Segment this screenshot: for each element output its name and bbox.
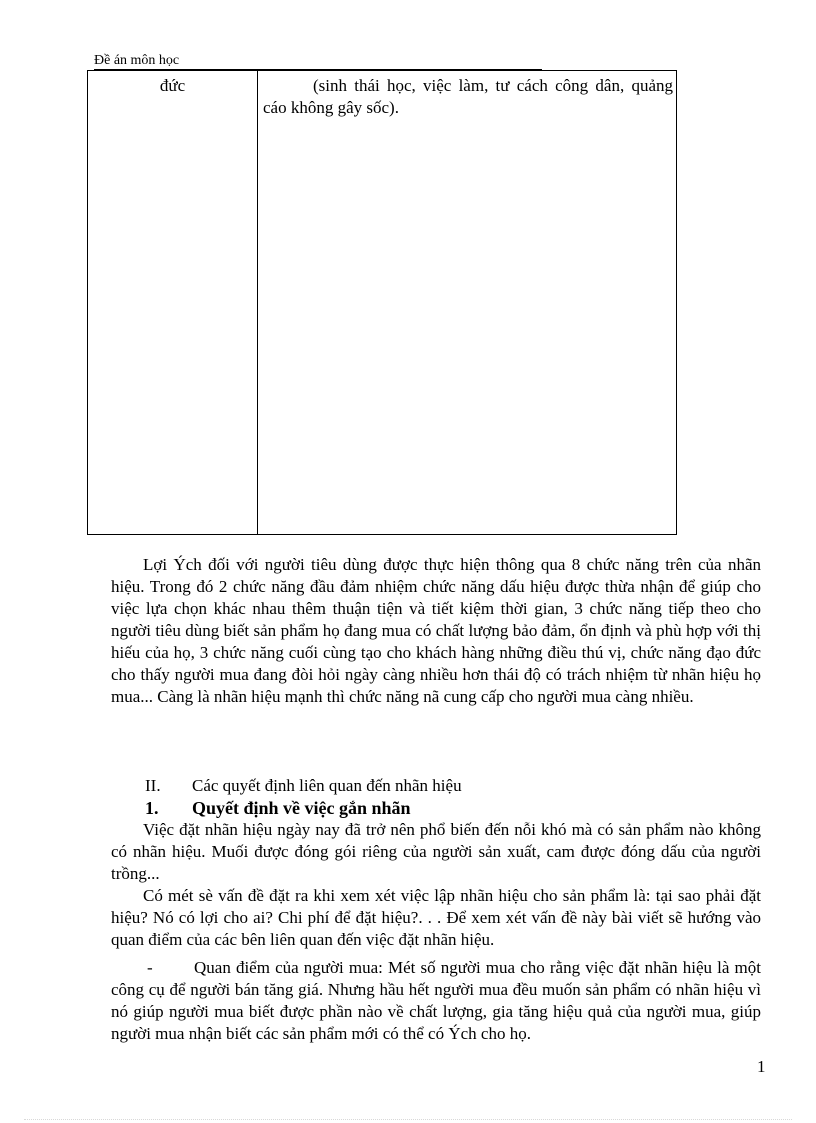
function-table (87, 70, 677, 535)
paragraph-questions (111, 885, 761, 951)
paragraph-buyer-view (111, 957, 761, 1045)
paragraph-buyer-view-text: Quan điểm của người mua: Mét số người mua cho rằng việc đặt nhãn hiệu là một công cụ để người bán tăng giá. Nhưng hầu hết người mua đều muốn sản phẩm có nhãn hiệu vì nó giúp người mua biết được phần nào về chất lượng, gia tăng hiệu quả của người mua, giúp người mua nhận biết các sản phẩm mới có thể có Ých cho họ. (111, 958, 761, 1043)
section-heading-2 (145, 775, 462, 797)
section-number: II. (145, 776, 161, 795)
section-heading-1 (145, 797, 411, 819)
section-number: 1. (145, 798, 159, 818)
page-number: 1 (757, 1057, 766, 1076)
section-title: Các quyết định liên quan đến nhãn hiệu (192, 776, 462, 795)
section-title: Quyết định về việc gắn nhãn (192, 798, 411, 818)
header-title: Đề án môn học (94, 53, 180, 68)
paragraph-questions-text: Có mét sè vấn đề đặt ra khi xem xét việc lập nhãn hiệu cho sản phẩm là: tại sao phải đặt hiệu? Nó có lợi cho ai? Chi phí để đặt hiệu?. . . Để xem xét vấn đề này bài viết sẽ hướng vào quan điểm của các bên liên quan đến việc đặt nhãn hiệu. (111, 886, 761, 949)
table-cell-right-text: (sinh thái học, việc làm, tư cách công dân, quảng cáo không gây sốc). (263, 76, 673, 117)
paragraph-benefits-text: Lợi Ých đối với người tiêu dùng được thực hiện thông qua 8 chức năng trên của nhãn hiệu. Trong đó 2 chức năng đầu đảm nhiệm chức năng dấu hiệu được thừa nhận để giúp cho việc lựa chọn khác nhau thêm thuận tiện và tiết kiệm thời gian, 3 chức năng tiếp theo cho người tiêu dùng biết sản phẩm họ đang mua có chất lượng bảo đảm, ổn định và phù hợp với thị hiếu của họ, 3 chức năng cuối cùng tạo cho khách hàng những điều thú vị, chức năng đạo đức cho thấy người mua đang đòi hỏi ngày càng nhiều hơn thái độ có trách nhiệm từ nhãn hiệu họ mua... Càng là nhãn hiệu mạnh thì chức năng nã cung cấp cho người mua càng nhiều. (111, 555, 761, 706)
table-column-divider (257, 71, 258, 534)
footer-divider (24, 1119, 792, 1120)
list-dash: - (147, 958, 153, 977)
paragraph-branding-text: Việc đặt nhãn hiệu ngày nay đã trở nên phổ biến đến nỗi khó mà có sản phẩm nào không có nhãn hiệu. Muối được đóng gói riêng của người sản xuất, cam được đóng dấu của người trồng... (111, 820, 761, 883)
paragraph-benefits (111, 554, 761, 708)
table-cell-left: đức (159, 76, 186, 95)
paragraph-branding (111, 819, 761, 885)
table-cell-right (263, 75, 673, 119)
